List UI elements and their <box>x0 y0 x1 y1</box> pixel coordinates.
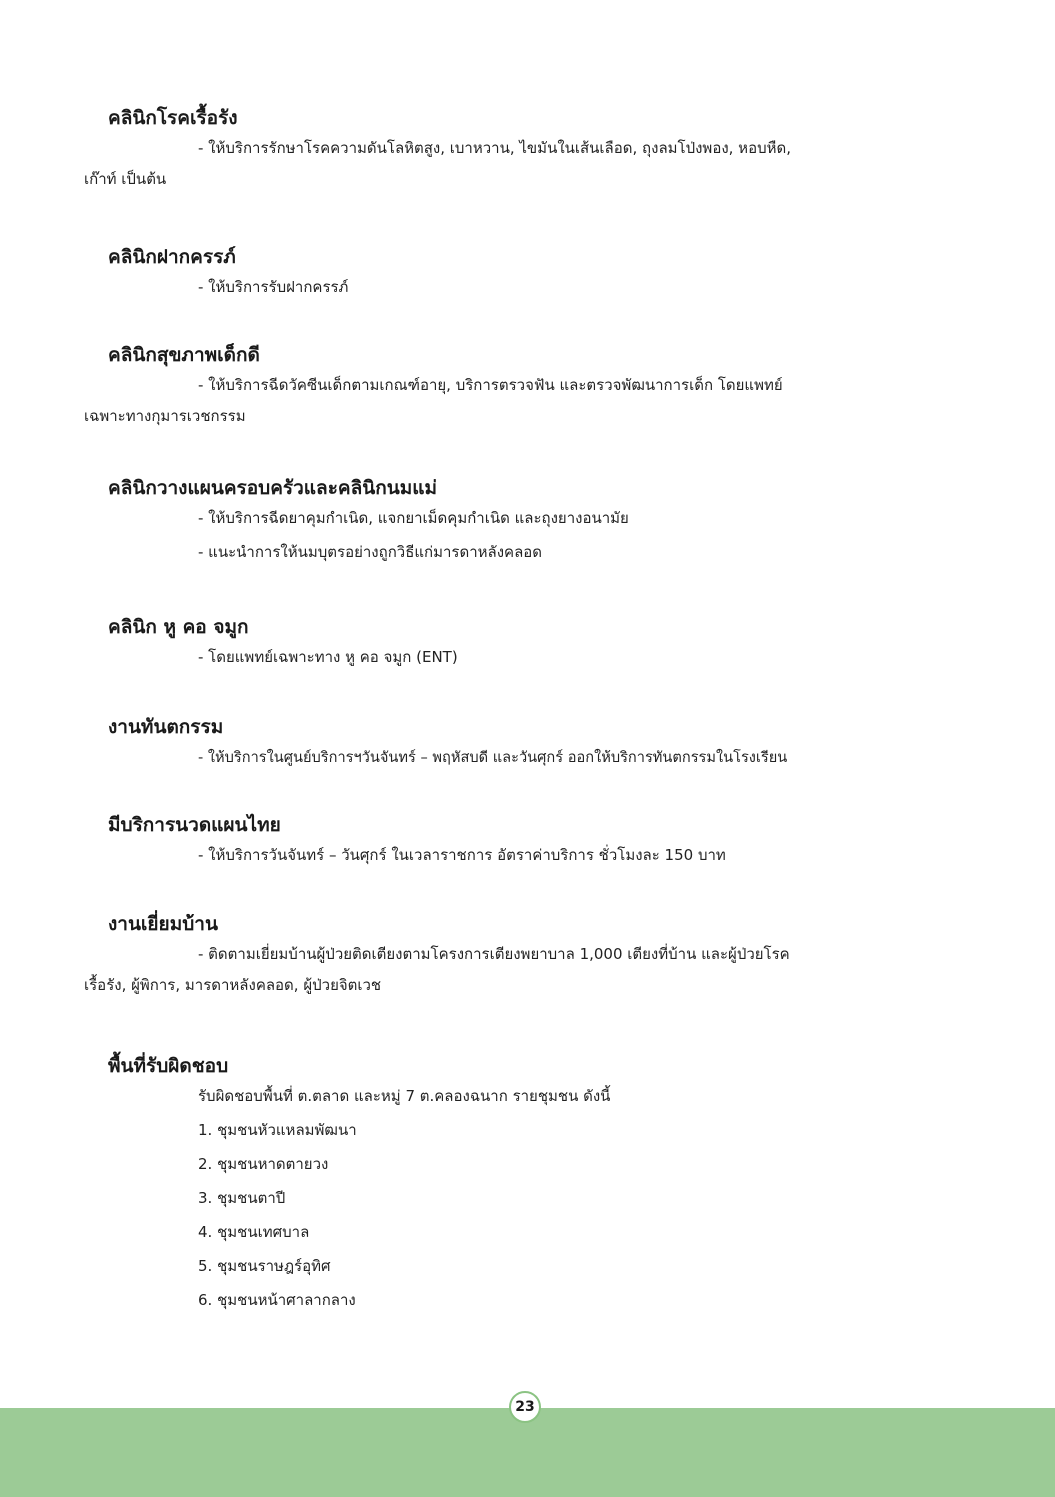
section-well-child-clinic <box>84 342 968 429</box>
section-heading: คลินิกโรคเรื้อรัง <box>108 107 238 129</box>
section-dental-service <box>108 714 968 770</box>
section-chronic-disease-clinic <box>84 105 968 192</box>
section-heading: มีบริการนวดแผนไทย <box>108 814 281 836</box>
community-list-item: 4. ชุมชนเทศบาล <box>198 1223 310 1241</box>
section-home-visit <box>84 911 968 998</box>
section-line: - แนะนำการให้นมบุตรอย่างถูกวิธีแก่มารดาหลังคลอด <box>198 543 543 561</box>
section-line: - ให้บริการฉีดวัคซีนเด็กตามเกณฑ์อายุ, บริการตรวจฟัน และตรวจพัฒนาการเด็ก โดยแพทย์ <box>198 376 783 394</box>
section-line: - ติดตามเยี่ยมบ้านผู้ป่วยติดเตียงตามโครงการเตียงพยาบาล 1,000 เตียงที่บ้าน และผู้ป่วยโรค <box>198 945 790 963</box>
section-heading: คลินิก หู คอ จมูก <box>108 616 249 638</box>
section-line: - ให้บริการวันจันทร์ – วันศุกร์ ในเวลาราชการ อัตราค่าบริการ ชั่วโมงละ 150 บาท <box>198 846 726 864</box>
section-line: - โดยแพทย์เฉพาะทาง หู คอ จมูก (ENT) <box>198 648 458 666</box>
community-list-item: 1. ชุมชนหัวแหลมพัฒนา <box>198 1121 357 1139</box>
section-line: เรื้อรัง, ผู้พิการ, มารดาหลังคลอด, ผู้ป่วยจิตเวช <box>84 976 382 994</box>
section-heading: คลินิกวางแผนครอบครัวและคลินิกนมแม่ <box>108 477 438 499</box>
community-list-item: 6. ชุมชนหน้าศาลากลาง <box>198 1291 356 1309</box>
section-line: เฉพาะทางกุมารเวชกรรม <box>84 407 246 425</box>
section-thai-massage <box>108 812 968 868</box>
community-list-item: 2. ชุมชนหาดตายวง <box>198 1155 329 1173</box>
section-line: - ให้บริการฉีดยาคุมกำเนิด, แจกยาเม็ดคุมกำเนิด และถุงยางอนามัย <box>198 509 629 527</box>
community-list-item: 5. ชุมชนราษฎร์อุทิศ <box>198 1257 331 1275</box>
section-line: - ให้บริการรับฝากครรภ์ <box>198 278 349 296</box>
community-list-item: 3. ชุมชนตาปี <box>198 1189 286 1207</box>
section-line: - ให้บริการในศูนย์บริการฯวันจันทร์ – พฤหัสบดี และวันศุกร์ ออกให้บริการทันตกรรมในโรงเรียน <box>198 749 788 766</box>
section-line: - ให้บริการรักษาโรคความดันโลหิตสูง, เบาหวาน, ไขมันในเส้นเลือด, ถุงลมโป่งพอง, หอบหืด, <box>198 139 791 157</box>
section-heading: คลินิกสุขภาพเด็กดี <box>108 344 260 366</box>
section-line: เก๊าท์ เป็นต้น <box>84 170 167 188</box>
section-antenatal-clinic <box>108 244 968 300</box>
section-heading: งานเยี่ยมบ้าน <box>108 913 218 935</box>
section-heading: คลินิกฝากครรภ์ <box>108 246 236 268</box>
section-heading: พื้นที่รับผิดชอบ <box>108 1055 229 1077</box>
section-responsible-area <box>108 1053 968 1313</box>
section-heading: งานทันตกรรม <box>108 716 224 738</box>
section-family-planning-clinic <box>108 475 968 565</box>
page-number: 23 <box>509 1391 541 1423</box>
section-line: รับผิดชอบพื้นที่ ต.ตลาด และหมู่ 7 ต.คลองฉนาก รายชุมชน ดังนี้ <box>198 1087 611 1105</box>
section-ent-clinic <box>108 614 968 670</box>
